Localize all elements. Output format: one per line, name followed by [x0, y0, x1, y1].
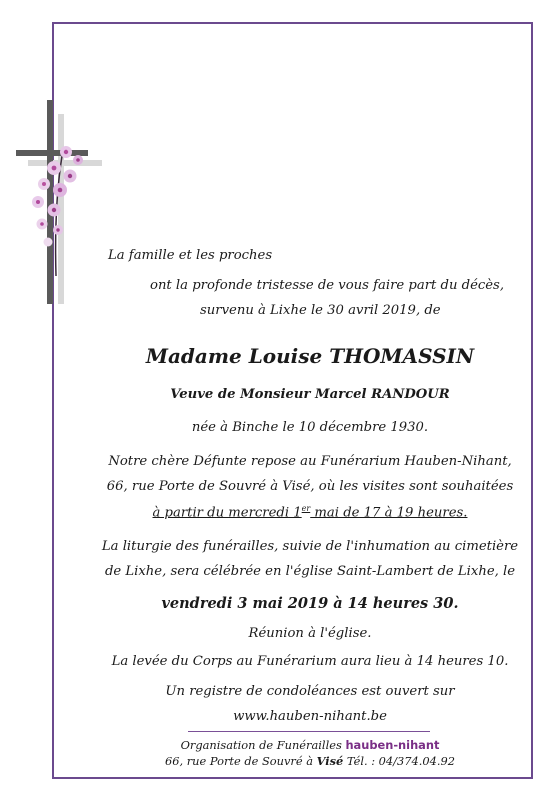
levee-info: La levée du Corps au Funérarium aura lieu à 14 heures 10.: [111, 654, 509, 669]
brand-logo-text: hauben-nihant: [345, 738, 440, 752]
visits-line-3: [100, 504, 520, 520]
ceremony-date: vendredi 3 mai 2019 à 14 heures 30.: [161, 595, 459, 612]
deceased-name: Madame Louise THOMASSIN: [145, 344, 475, 368]
visits-date-post: mai de 17 à 19 heures.: [310, 505, 468, 521]
visits-line-1: Notre chère Défunte repose au Funérarium Hauben-Nihant,: [108, 454, 512, 469]
ceremony-line-2: de Lixhe, sera célébrée en l'église Saint-Lambert de Lixhe, le: [104, 564, 516, 579]
registry-line: Un registre de condoléances est ouvert sur: [165, 684, 455, 699]
footer-org-prefix: Organisation de Funérailles: [180, 738, 342, 752]
footer-address-city: Visé: [316, 754, 344, 768]
widow-of: Veuve de Monsieur Marcel RANDOUR: [170, 387, 450, 402]
visits-date-pre: à partir du mercredi 1: [152, 505, 302, 521]
footer-organisation: [100, 738, 520, 752]
footer-address-prefix: 66, rue Porte de Souvré à: [165, 754, 314, 768]
footer-address: [100, 754, 520, 768]
footer-divider: [188, 731, 430, 732]
cross-with-orchids-icon: [14, 96, 104, 306]
website-link[interactable]: www.hauben-nihant.be: [233, 709, 387, 724]
footer-phone: Tél. : 04/374.04.92: [346, 754, 455, 768]
intro-line-1: La famille et les proches: [108, 248, 273, 263]
birth-info: née à Binche le 10 décembre 1930.: [191, 420, 429, 435]
visits-line-2: 66, rue Porte de Souvré à Visé, où les visites sont souhaitées: [106, 479, 514, 494]
intro-line-3: survenu à Lixhe le 30 avril 2019, de: [200, 303, 441, 318]
ceremony-line-1: La liturgie des funérailles, suivie de l'inhumation au cimetière: [101, 539, 519, 554]
visits-date-sup: er: [301, 504, 311, 513]
intro-line-2: ont la profonde tristesse de vous faire part du décès,: [150, 278, 505, 293]
ceremony-meeting: Réunion à l'église.: [248, 626, 372, 641]
